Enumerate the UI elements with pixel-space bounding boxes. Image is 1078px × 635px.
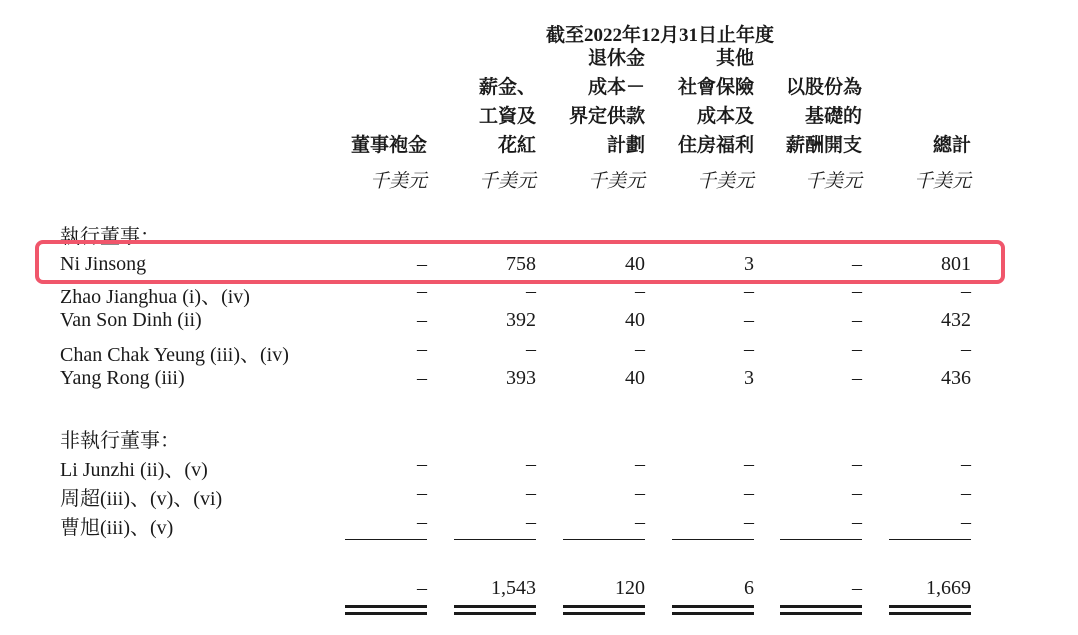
cell-fees: – [417, 253, 427, 275]
column-unit-pension: 千美元 [587, 171, 645, 192]
cell-social: – [744, 309, 754, 331]
column-header-social: 住房福利 [677, 135, 754, 156]
cell-total: 436 [941, 367, 971, 389]
total-double-rule [563, 605, 645, 615]
cell-fees: – [417, 280, 427, 302]
column-header-share: 以股份為 [785, 77, 862, 98]
cell-salaries: 392 [506, 309, 536, 331]
cell-fees: – [417, 309, 427, 331]
cell-share: – [852, 511, 862, 533]
cell-pension: 40 [625, 367, 645, 389]
cell-pension: – [635, 280, 645, 302]
director-name: Li Junzhi (ii)、(v) [60, 459, 208, 481]
cell-pension: 40 [625, 253, 645, 275]
column-unit-social: 千美元 [696, 171, 754, 192]
cell-salaries: – [526, 511, 536, 533]
director-name: Van Son Dinh (ii) [60, 309, 202, 331]
cell-pension: 40 [625, 309, 645, 331]
column-header-social: 社會保險 [677, 77, 754, 98]
cell-share: – [852, 309, 862, 331]
total-total: 1,669 [926, 577, 971, 599]
column-unit-total: 千美元 [913, 171, 971, 192]
column-header-share: 薪酬開支 [785, 135, 862, 156]
column-header-salaries: 工資及 [478, 106, 536, 127]
cell-salaries: – [526, 280, 536, 302]
cell-salaries: 393 [506, 367, 536, 389]
row-highlight-box [35, 240, 1005, 284]
column-unit-fees: 千美元 [369, 171, 427, 192]
subtotal-rule [454, 539, 536, 540]
director-name: 周超(iii)、(v)、(vi) [60, 488, 223, 510]
director-name: Zhao Jianghua (i)、(iv) [60, 286, 250, 308]
column-header-fees: 董事袍金 [350, 135, 427, 156]
cell-fees: – [417, 482, 427, 504]
cell-total: – [961, 482, 971, 504]
subtotal-rule [780, 539, 862, 540]
subtotal-rule [672, 539, 754, 540]
cell-share: – [852, 453, 862, 475]
director-name: Yang Rong (iii) [60, 367, 185, 389]
column-header-total: 總計 [932, 135, 971, 156]
cell-fees: – [417, 367, 427, 389]
column-header-social: 成本及 [696, 106, 754, 127]
cell-social: – [744, 453, 754, 475]
column-unit-salaries: 千美元 [478, 171, 536, 192]
cell-salaries: – [526, 482, 536, 504]
total-salaries: 1,543 [491, 577, 536, 599]
cell-total: 432 [941, 309, 971, 331]
cell-pension: – [635, 338, 645, 360]
cell-salaries: – [526, 338, 536, 360]
cell-social: – [744, 511, 754, 533]
total-double-rule [345, 605, 427, 615]
column-header-pension: 成本－ [587, 77, 645, 98]
column-header-salaries: 薪金、 [478, 77, 536, 98]
cell-total: – [961, 511, 971, 533]
cell-share: – [852, 280, 862, 302]
column-header-pension: 退休金 [587, 48, 645, 69]
cell-pension: – [635, 453, 645, 475]
cell-social: – [744, 338, 754, 360]
total-social: 6 [744, 577, 754, 599]
cell-share: – [852, 338, 862, 360]
cell-social: – [744, 482, 754, 504]
period-heading: 截至2022年12月31日止年度 [545, 25, 774, 46]
cell-share: – [852, 367, 862, 389]
total-double-rule [672, 605, 754, 615]
cell-fees: – [417, 511, 427, 533]
cell-pension: – [635, 511, 645, 533]
cell-social: 3 [744, 367, 754, 389]
cell-total: – [961, 338, 971, 360]
cell-pension: – [635, 482, 645, 504]
cell-total: 801 [941, 253, 971, 275]
cell-total: – [961, 280, 971, 302]
subtotal-rule [889, 539, 971, 540]
cell-total: – [961, 453, 971, 475]
cell-social: 3 [744, 253, 754, 275]
cell-salaries: – [526, 453, 536, 475]
column-header-salaries: 花紅 [497, 135, 536, 156]
column-header-share: 基礎的 [804, 106, 862, 127]
column-header-pension: 界定供款 [568, 106, 645, 127]
column-header-social: 其他 [715, 48, 754, 69]
cell-fees: – [417, 338, 427, 360]
section-title: 非執行董事： [60, 430, 180, 452]
total-fees: – [417, 577, 427, 599]
subtotal-rule [563, 539, 645, 540]
column-header-pension: 計劃 [606, 135, 645, 156]
total-double-rule [889, 605, 971, 615]
section-title: 執行董事： [60, 226, 160, 248]
director-name: 曹旭(iii)、(v) [60, 517, 174, 539]
cell-share: – [852, 253, 862, 275]
total-double-rule [454, 605, 536, 615]
cell-fees: – [417, 453, 427, 475]
cell-share: – [852, 482, 862, 504]
director-name: Chan Chak Yeung (iii)、(iv) [60, 344, 289, 366]
total-pension: 120 [615, 577, 645, 599]
cell-salaries: 758 [506, 253, 536, 275]
subtotal-rule [345, 539, 427, 540]
cell-social: – [744, 280, 754, 302]
total-double-rule [780, 605, 862, 615]
director-name: Ni Jinsong [60, 253, 147, 275]
total-share: – [852, 577, 862, 599]
column-unit-share: 千美元 [804, 171, 862, 192]
